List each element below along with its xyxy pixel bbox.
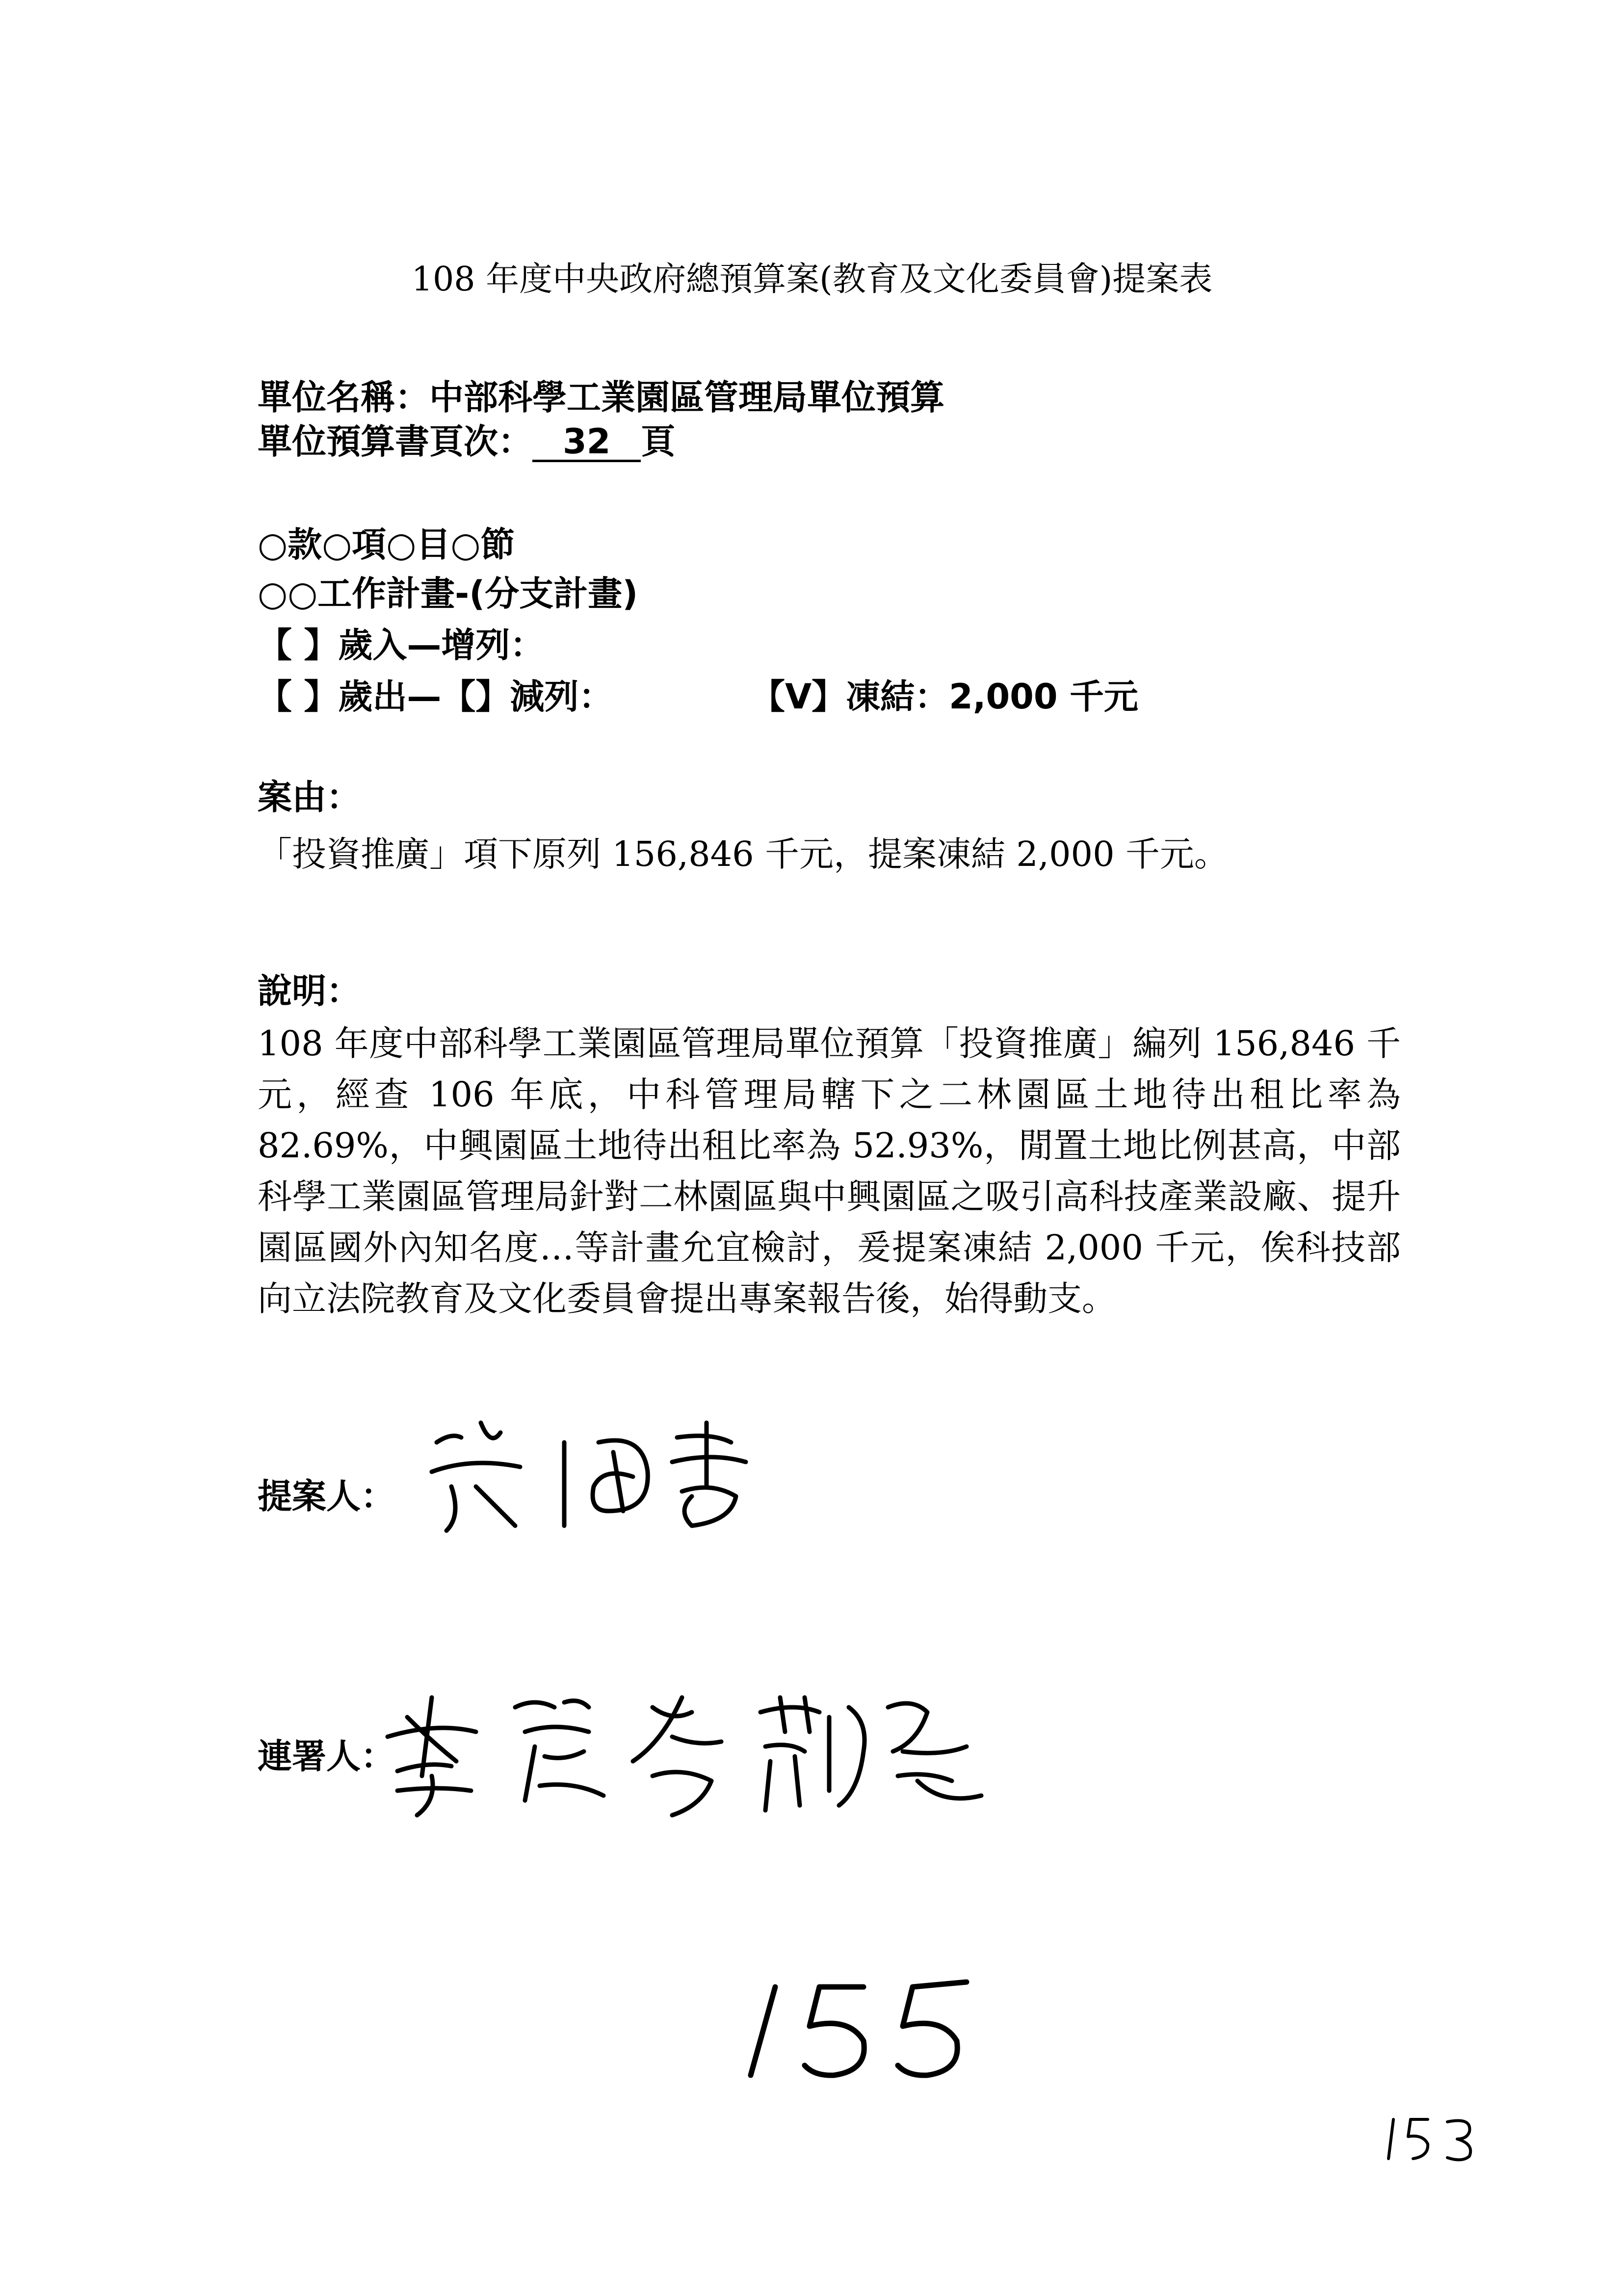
page-title: 108 年度中央政府總預算案(教育及文化委員會)提案表 [411, 260, 1213, 299]
unit-name-line [258, 377, 944, 417]
unit-page-value: 32 [532, 424, 641, 462]
proposer-signature [417, 1413, 760, 1542]
unit-page-suffix: 頁 [641, 421, 676, 462]
budget-code: ○款○項○目○節 [258, 524, 515, 565]
handwritten-page-number [736, 1967, 991, 2092]
explanation-label: 說明： [258, 971, 361, 1011]
unit-name-value: 中部科學工業園區管理局單位預算 [429, 377, 944, 417]
expense-line: 【 】歲出—【】減列： [258, 677, 613, 717]
proposer-label: 提案人： [258, 1476, 395, 1516]
freeze-line: 【V】凍結：2,000 千元 [751, 677, 1138, 717]
revenue-line: 【 】歲入—增列： [258, 625, 545, 665]
unit-page-line [258, 421, 676, 462]
reason-label: 案由： [258, 777, 361, 817]
reason-text: 「投資推廣」項下原列 156,846 千元，提案凍結 2,000 千元。 [258, 834, 1229, 874]
plan-name: ○○工作計畫-(分支計畫) [258, 574, 638, 614]
unit-page-label: 單位預算書頁次： [258, 421, 532, 462]
explanation-text: 108 年度中部科學工業園區管理局單位預算「投資推廣」編列 156,846 千元，經查 106 年底，中科管理局轄下之二林園區土地待出租比率為 82.69%，中興園區土地待出租比率為 52.93%，閒置土地比例甚高，中部科學工業園區管理局針對二林園區與中興園區之吸引高科技產業設廠、提升園區國外內知名度…等計畫允宜檢討，爰提案凍結 2,000 千元，俟科技部向立法院教育及文化委員會提出專案報告後，始得動支。 [258, 1023, 1401, 1319]
cosigner-label: 連署人： [258, 1736, 395, 1776]
small-page-number [1384, 2110, 1482, 2166]
cosigner-signature [378, 1678, 1016, 1827]
unit-name-label: 單位名稱： [258, 377, 429, 417]
